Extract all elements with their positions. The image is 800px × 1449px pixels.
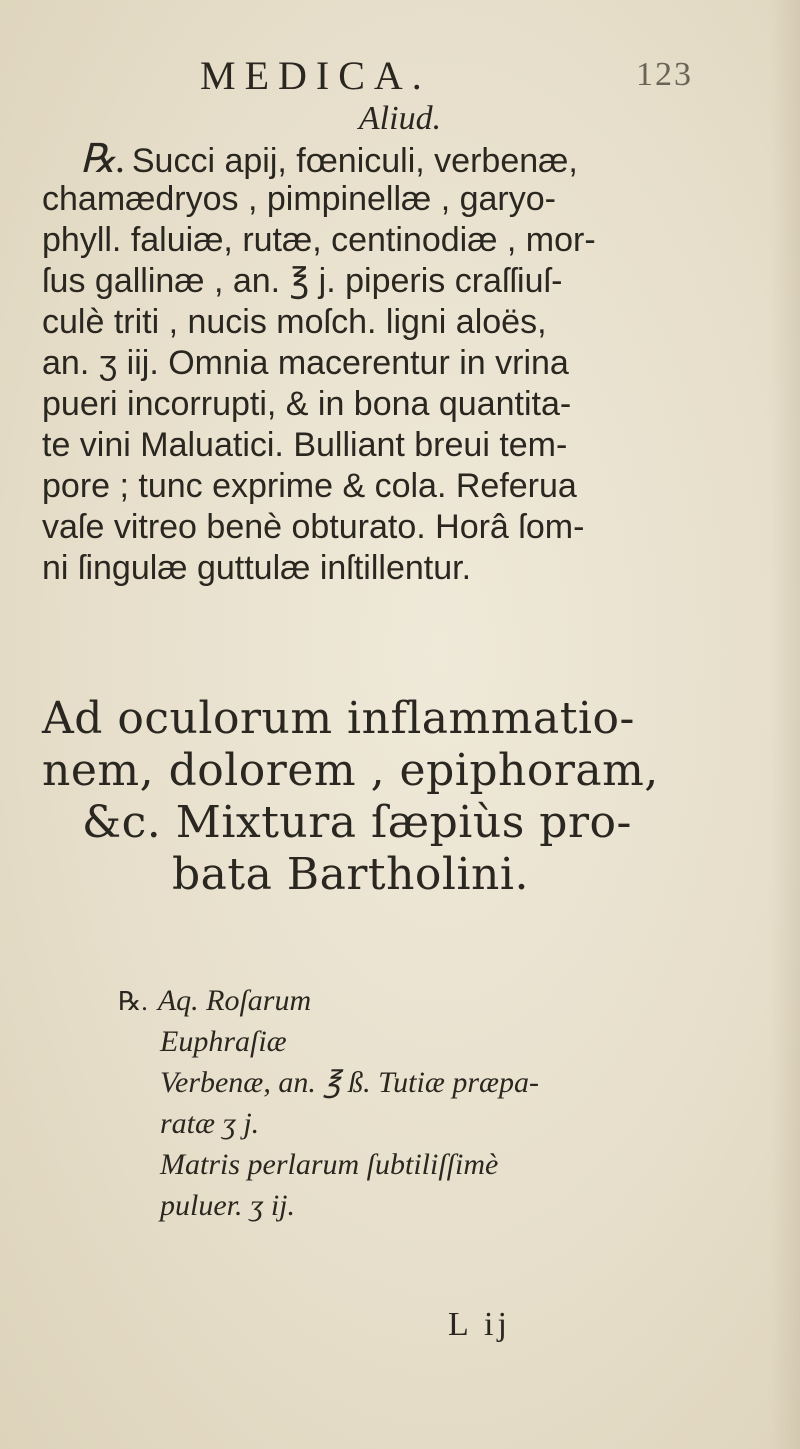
page-header — [0, 52, 800, 102]
signature-mark: L ij — [448, 1306, 511, 1343]
formula-line — [118, 980, 778, 1021]
formula-line: Euphraſiæ — [160, 1025, 287, 1058]
heading-line: nem, dolorem , epiphoram, — [42, 745, 659, 796]
heading-line: &c. Mixtura ſæpiùs pro- — [82, 797, 632, 848]
recipe-line: pore ; tunc exprime & cola. Referua — [42, 467, 577, 505]
formula-line: ratæ ʒ j. — [160, 1107, 260, 1140]
recipe-line: vaſe vitreo benè obturato. Horâ ſom- — [42, 508, 585, 546]
page-number: 123 — [636, 56, 693, 93]
formula — [118, 980, 778, 1226]
heading-line: bata Bartholini. — [172, 849, 529, 900]
recipe-line: chamædryos , pimpinellæ , garyo- — [42, 180, 556, 218]
recipe-line: te vini Maluatici. Bulliant breui tem- — [42, 426, 568, 464]
recipe-line-text: Succi apij, fœniculi, verbenæ, — [131, 142, 578, 180]
formula-line: Verbenæ, an. ℥ ß. Tutiæ præpa- — [160, 1066, 540, 1099]
recipe-line: pueri incorrupti, & in bona quantita- — [42, 385, 572, 423]
recipe-title: Aliud. — [358, 100, 442, 137]
recipe-line: ni ſingulæ guttulæ inſtillentur. — [42, 549, 472, 587]
page-edge-shadow — [770, 0, 800, 1449]
recipe-line: ſus gallinæ , an. ℥ j. piperis craſſiuſ- — [42, 262, 563, 300]
recipe-line: phyll. faluiæ, rutæ, centinodiæ , mor- — [42, 221, 596, 259]
section-heading — [42, 693, 762, 901]
recipe-line: an. ʒ iij. Omnia macerentur in vrina — [42, 344, 569, 382]
formula-line: Matris perlarum ſubtiliſſimè — [160, 1148, 499, 1181]
rx-symbol: ℞. — [118, 987, 148, 1016]
formula-line: puluer. ʒ ij. — [160, 1189, 295, 1222]
running-head: MEDICA. — [200, 53, 431, 98]
recipe-line — [42, 138, 762, 179]
recipe-text — [42, 138, 762, 589]
recipe-line: culè triti , nucis moſch. ligni aloës, — [42, 303, 547, 341]
rx-symbol: ℞. — [80, 136, 126, 181]
heading-line: Ad oculorum inflammatio- — [42, 693, 635, 744]
formula-line-text: Aq. Roſarum — [157, 984, 312, 1017]
